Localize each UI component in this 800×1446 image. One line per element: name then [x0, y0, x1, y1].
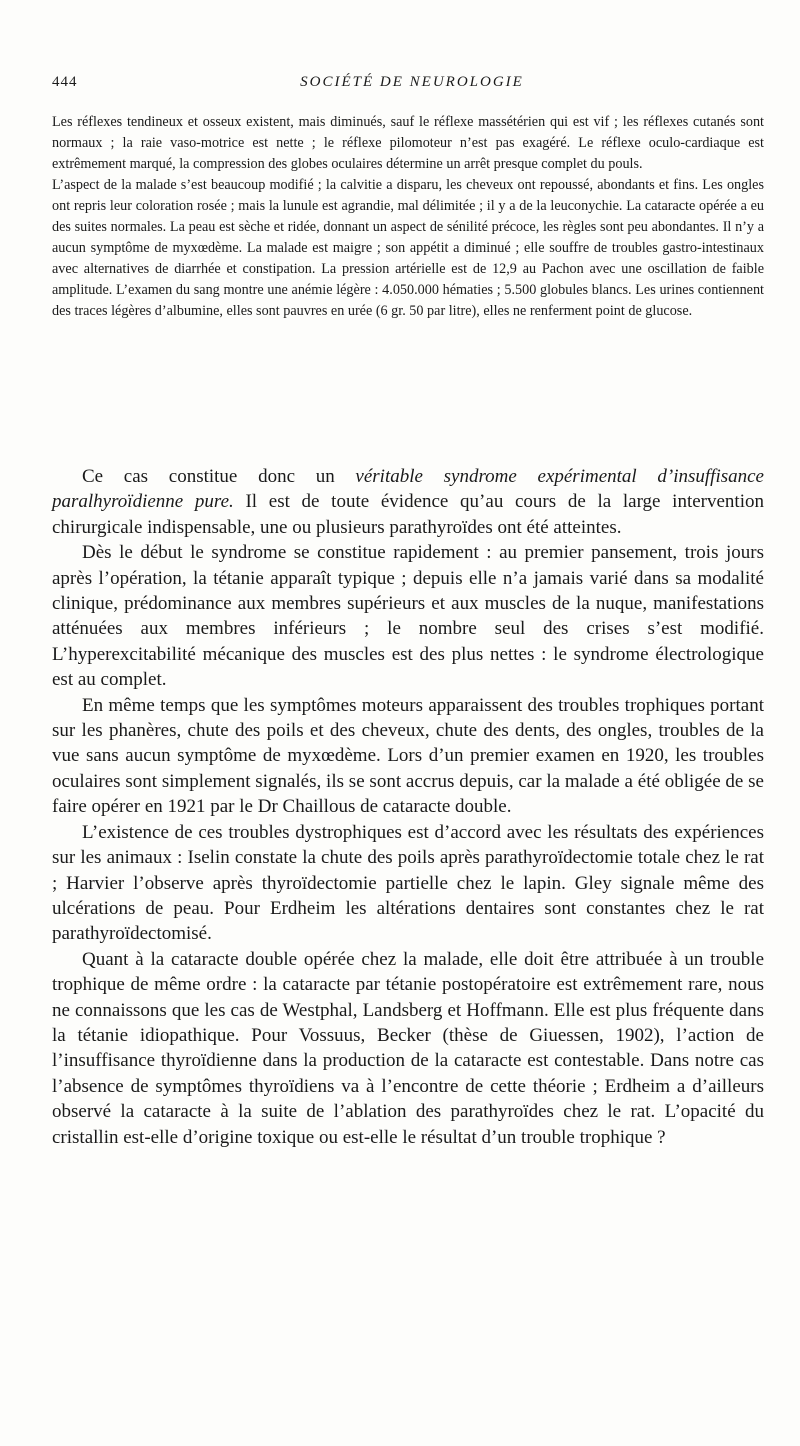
aspect-paragraph: L’aspect de la malade s’est beaucoup modifié ; la calvitie a disparu, les cheveux ont repoussé, abondants et fins. Les ongles ont repris leur coloration rosée ; mais la lunule est agrandie, mal délimitée ; il y a de la leuconychie. La cataracte opérée a eu des suites normales. La peau est sèche et ridée, donnant un aspect de sénilité précoce, les règles sont peu abondantes. Il n’y a aucun symptôme de myxœdème. La malade est maigre ; son appétit a diminué ; elle souffre de troubles gastro-intestinaux avec alternatives de diarrhée et constipation. La pression artérielle est de 12,9 au Pachon avec une oscillation de faible amplitude. L’examen du sang montre une anémie légère : 4.050.000 hématies ; 5.500 globules blancs. Les urines contiennent des traces légères d’albumine, elles sont pauvres en urée (6 gr. 50 par litre), elles ne renferment point de glucose. — [52, 177, 764, 319]
syndrome-emphasis: véritable syndrome expérimental d’insuffisance paralhyroïdienne pure. — [52, 466, 764, 513]
experiments-paragraph: L’existence de ces troubles dystrophiques est d’accord avec les résultats des expériences sur les animaux : Iselin constate la chute des poils après parathyroïdectomie totale chez le rat ; Harvier l’observe après thyroïdectomie partielle chez le lapin. Gley signale même des ulcérations de peau. Pour Erdheim les altérations dentaires sont constantes chez le rat parathyroïdectomisé. — [52, 821, 764, 945]
main-text — [52, 464, 764, 1150]
conclusion-text-end: Il est de toute évidence qu’au cours de la large intervention chirurgicale indispensable, une ou plusieurs parathyroïdes ont été atteintes. — [52, 491, 764, 538]
trophic-paragraph: En même temps que les symptômes moteurs apparaissent des troubles trophiques portant sur les phanères, chute des poils et des cheveux, chute des dents, des ongles, troubles de la vue sans aucun symptôme de myxœdème. Lors d’un premier examen en 1920, les troubles oculaires sont simplement signalés, ils se sont accrus depuis, car la malade a été obligée de se faire opérer en 1921 par le Dr Chaillous de cataracte double. — [52, 694, 764, 818]
conclusion-text-start: Ce cas constitue donc un — [82, 466, 356, 487]
clinical-notes — [52, 112, 764, 322]
conclusion-paragraph — [52, 464, 764, 540]
onset-paragraph: Dès le début le syndrome se constitue rapidement : au premier pansement, trois jours après l’opération, la tétanie apparaît typique ; depuis elle n’a jamais varié dans sa modalité clinique, prédominance aux membres supérieurs et aux muscles de la nuque, manifestations atténuées aux membres inférieurs ; le nombre seul des crises s’est modifié. L’hyperexcitabilité mécanique des muscles est des plus nettes : le syndrome électrologique est au complet. — [52, 542, 764, 691]
cataract-paragraph: Quant à la cataracte double opérée chez la malade, elle doit être attribuée à un trouble trophique de même ordre : la cataracte par tétanie postopératoire est extrêmement rare, nous ne connaissons que les cas de Westphal, Landsberg et Hoffmann. Elle est plus fréquente dans la tétanie idiopathique. Pour Vossuus, Becker (thèse de Giuessen, 1902), l’action de l’insuffisance thyroïdienne dans la production de la cataracte est contestable. Dans notre cas l’absence de symptômes thyroïdiens va à l’encontre de cette théorie ; Erdheim a d’ailleurs observé la cataracte à la suite de l’ablation des parathyroïdes chez le rat. L’opacité du cristallin est-elle d’origine toxique ou est-elle le résultat d’un trouble trophique ? — [52, 948, 764, 1148]
running-title: SOCIÉTÉ DE NEUROLOGIE — [300, 74, 524, 90]
page-header — [52, 74, 772, 96]
page-number: 444 — [52, 74, 78, 90]
reflexes-paragraph: Les réflexes tendineux et osseux existent, mais diminués, sauf le réflexe massétérien qui est vif ; les réflexes cutanés sont normaux ; la raie vaso-motrice est nette ; le réflexe pilomoteur n’est pas exagéré. Le réflexe oculo-cardiaque est extrêmement marqué, la compression des globes oculaires détermine un arrêt presque complet du pouls. — [52, 114, 764, 172]
